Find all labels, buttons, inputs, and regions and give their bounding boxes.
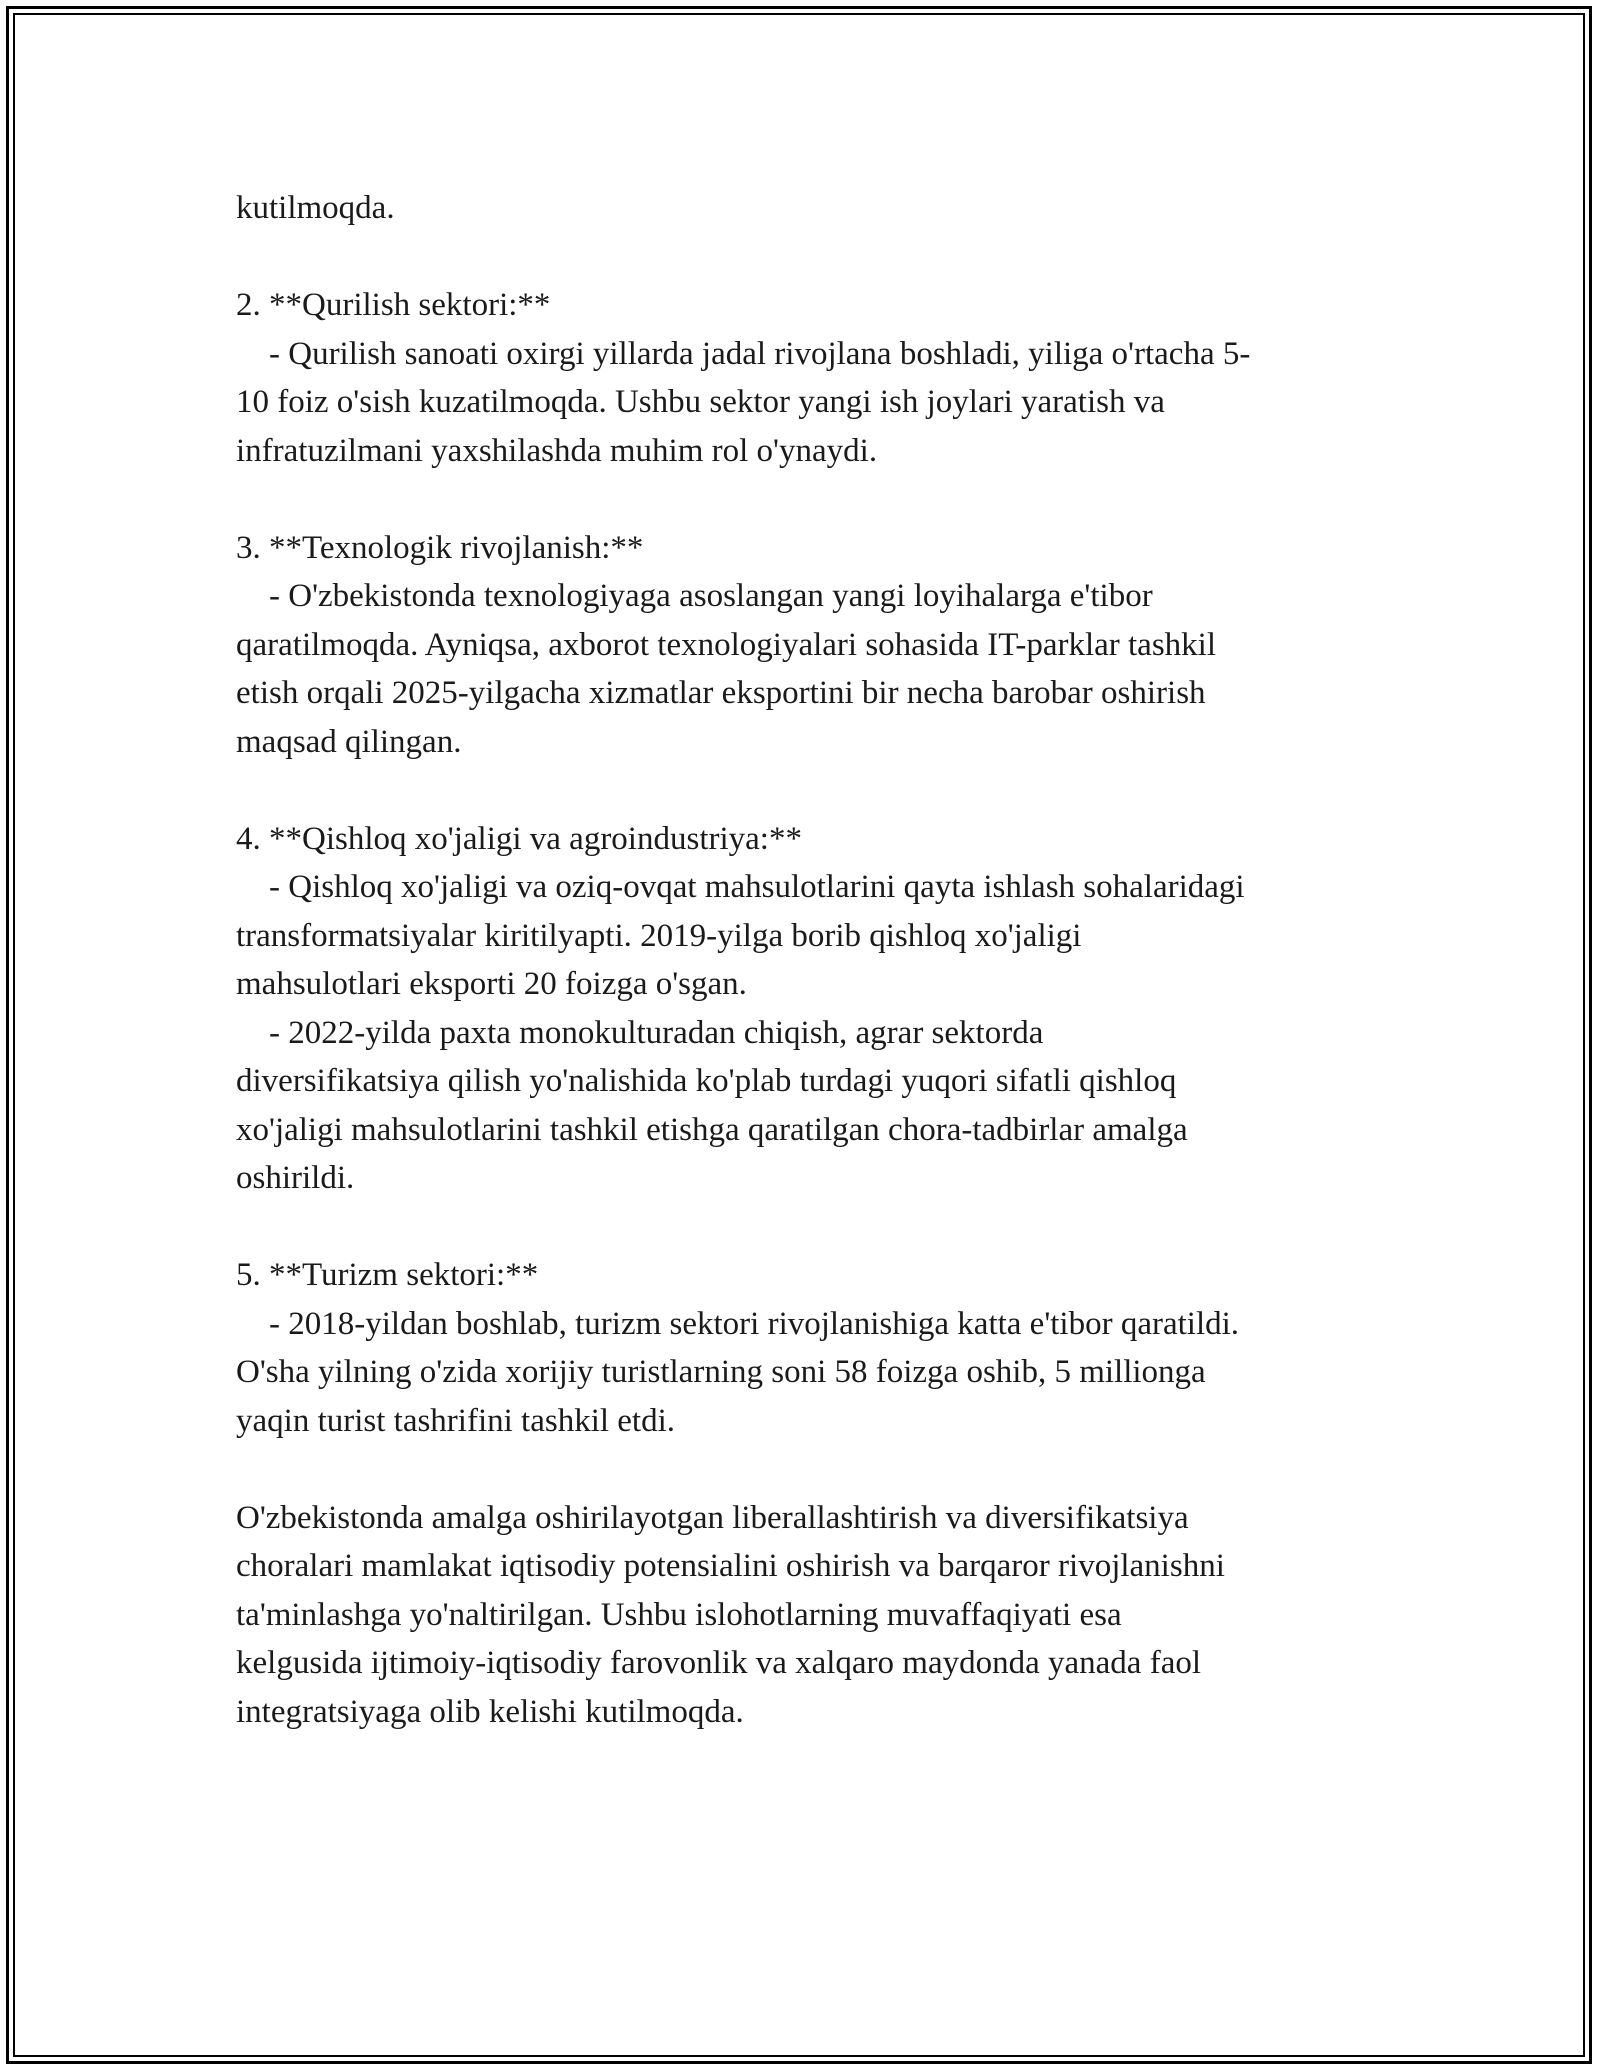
text-line: transformatsiyalar kiritilyapti. 2019-yilga borib qishloq xo'jaligi: [236, 917, 1082, 954]
blank-line: [236, 233, 1386, 282]
blank-line: [236, 1445, 1386, 1494]
text-line: - 2018-yildan boshlab, turizm sektori rivojlanishiga katta e'tibor qaratildi.: [236, 1305, 1240, 1342]
text-line: maqsad qilingan.: [236, 723, 462, 760]
text-line: choralari mamlakat iqtisodiy potensialini oshirish va barqaror rivojlanishni: [236, 1548, 1225, 1584]
document-text: [236, 184, 1386, 1736]
text-line: oshirildi.: [236, 1160, 355, 1196]
text-line: diversifikatsiya qilish yo'nalishida ko'plab turdagi yuqori sifatli qishloq: [236, 1063, 1177, 1099]
text-line: infratuzilmani yaxshilashda muhim rol o'ynaydi.: [236, 432, 878, 469]
text-line: 10 foiz o'sish kuzatilmoqda. Ushbu sektor yangi ish joylari yaratish va: [236, 384, 1165, 420]
blank-line: [236, 475, 1386, 524]
text-line: mahsulotlari eksporti 20 foizga o'sgan.: [236, 966, 747, 1002]
text-line: - Qishloq xo'jaligi va oziq-ovqat mahsulotlarini qayta ishlash sohalaridagi: [236, 869, 1245, 905]
blank-line: [236, 1203, 1386, 1252]
text-line: - Qurilish sanoati oxirgi yillarda jadal rivojlana boshladi, yiliga o'rtacha 5-: [236, 335, 1251, 372]
text-line: xo'jaligi mahsulotlarini tashkil etishga qaratilgan chora-tadbirlar amalga: [236, 1111, 1188, 1148]
text-line: qaratilmoqda. Ayniqsa, axborot texnologiyalari sohasida IT-parklar tashkil: [236, 626, 1217, 663]
text-line: kelgusida ijtimoiy-iqtisodiy farovonlik va xalqaro maydonda yanada faol: [236, 1645, 1202, 1681]
text-line: - 2022-yilda paxta monokulturadan chiqish, agrar sektorda: [236, 1014, 1044, 1051]
text-line: integratsiyaga olib kelishi kutilmoqda.: [236, 1693, 744, 1730]
text-line: O'zbekistonda amalga oshirilayotgan liberallashtirish va diversifikatsiya: [236, 1499, 1189, 1536]
text-line: O'sha yilning o'zida xorijiy turistlarning soni 58 foizga oshib, 5 millionga: [236, 1354, 1206, 1390]
text-line: ta'minlashga yo'naltirilgan. Ushbu islohotlarning muvaffaqiyati esa: [236, 1596, 1122, 1633]
text-line: yaqin turist tashrifini tashkil etdi.: [236, 1402, 676, 1439]
text-line: kutilmoqda.: [236, 190, 395, 226]
text-line: 5. **Turizm sektori:**: [236, 1257, 539, 1293]
text-line: 3. **Texnologik rivojlanish:**: [236, 529, 644, 566]
text-line: 2. **Qurilish sektori:**: [236, 287, 551, 323]
text-line: 4. **Qishloq xo'jaligi va agroindustriya:**: [236, 820, 802, 857]
blank-line: [236, 766, 1386, 815]
text-line: etish orqali 2025-yilgacha xizmatlar eksportini bir necha barobar oshirish: [236, 675, 1206, 711]
text-line: - O'zbekistonda texnologiyaga asoslangan yangi loyihalarga e'tibor: [236, 578, 1153, 614]
